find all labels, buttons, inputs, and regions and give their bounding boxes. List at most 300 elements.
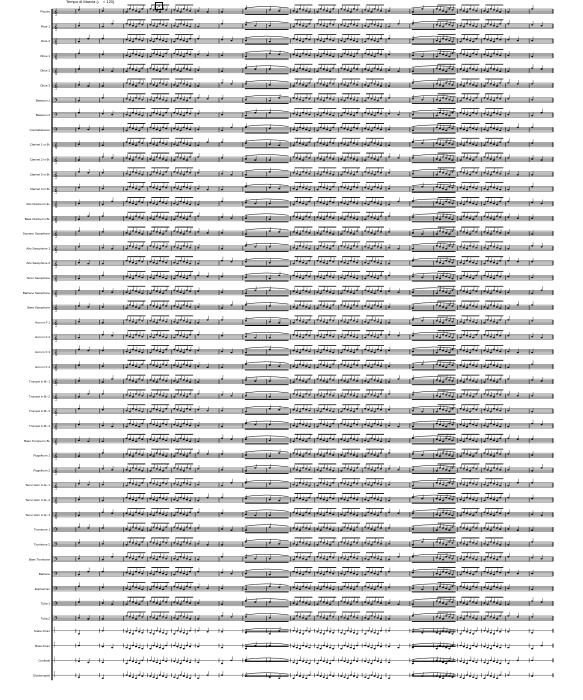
note-head [490, 304, 492, 305]
slur [245, 288, 289, 290]
note-head [141, 68, 143, 69]
note-head [490, 277, 492, 278]
note-head [483, 97, 485, 98]
note-head [221, 248, 223, 249]
note-head [541, 203, 543, 204]
note-head [221, 260, 223, 261]
note-head [221, 23, 223, 24]
note-head [326, 85, 328, 86]
note-head [367, 38, 369, 39]
note-head [183, 115, 185, 116]
note-head [296, 173, 298, 174]
note-head [353, 56, 355, 57]
note-head [176, 334, 178, 335]
note-head [180, 114, 182, 115]
note-head [507, 378, 509, 379]
note-head [370, 157, 372, 158]
note-head [380, 113, 382, 114]
note-head [332, 56, 334, 57]
note-head [159, 276, 161, 277]
note-head [135, 204, 137, 205]
note-head [320, 233, 322, 234]
note-head [299, 218, 301, 219]
staff-label: Clarinet 1 in B♭ [29, 142, 50, 147]
staff-label: Alto Clarinet in E♭ [26, 201, 50, 206]
note-head [517, 174, 519, 175]
note-head [350, 201, 352, 202]
note-head [316, 248, 318, 249]
note-head [162, 218, 164, 219]
note-head [221, 307, 223, 308]
note-head [305, 291, 307, 292]
note-head [126, 39, 128, 40]
note-head [347, 70, 349, 71]
note-head [445, 248, 447, 249]
note-head [490, 143, 492, 144]
note-head [340, 245, 342, 246]
note-head [483, 291, 485, 292]
note-head [305, 38, 307, 39]
note-head [245, 24, 247, 25]
note-head [156, 231, 158, 232]
note-head [448, 320, 450, 321]
note-head [320, 304, 322, 305]
note-head [156, 350, 158, 351]
slur [245, 51, 289, 53]
note-head [305, 129, 307, 130]
note-head [499, 260, 501, 261]
note-head [102, 129, 104, 130]
note-head [340, 8, 342, 9]
note-head [305, 382, 307, 383]
note-head [183, 379, 185, 380]
note-head [347, 350, 349, 351]
note-head [496, 38, 498, 39]
note-head [483, 156, 485, 157]
note-head [173, 380, 175, 381]
note-head [176, 366, 178, 367]
note-head [326, 54, 328, 55]
note-head [135, 247, 137, 248]
note-head [377, 187, 379, 188]
note-head [132, 203, 134, 204]
note-head [340, 68, 342, 69]
note-head [221, 335, 223, 336]
note-head [126, 292, 128, 293]
note-head [189, 54, 191, 55]
note-head [326, 263, 328, 264]
note-head [436, 56, 438, 57]
note-head [332, 218, 334, 219]
note-head [156, 156, 158, 157]
note-head [141, 158, 143, 159]
note-head [448, 304, 450, 305]
note-head [78, 290, 80, 291]
note-head [436, 186, 438, 187]
note-head [305, 204, 307, 205]
note-head [329, 232, 331, 233]
note-head [323, 349, 325, 350]
note-head [162, 83, 164, 84]
note-head [483, 129, 485, 130]
note-head [353, 202, 355, 203]
note-head [189, 156, 191, 157]
note-head [472, 278, 474, 279]
note-head [316, 319, 318, 320]
slur [412, 110, 456, 112]
note-head [162, 56, 164, 57]
note-head [397, 114, 399, 115]
note-head [469, 24, 471, 25]
note-head [490, 245, 492, 246]
note-head [305, 156, 307, 157]
note-head [475, 334, 477, 335]
note-head [183, 56, 185, 57]
note-head [293, 291, 295, 292]
note-head [156, 54, 158, 55]
note-head [436, 8, 438, 9]
note-head [472, 365, 474, 366]
note-head [269, 53, 271, 54]
note-head [531, 68, 533, 69]
note-head [159, 114, 161, 115]
note-head [451, 84, 453, 85]
note-head [159, 55, 161, 56]
note-head [507, 142, 509, 143]
note-head [156, 38, 158, 39]
note-head [159, 11, 161, 12]
staff-label: Horn in F 1 [35, 320, 50, 325]
note-head [173, 321, 175, 322]
note-head [87, 350, 89, 351]
note-head [299, 68, 301, 69]
note-head [302, 53, 304, 54]
note-head [493, 305, 495, 306]
slur [245, 21, 289, 23]
note-head [132, 278, 134, 279]
note-head [343, 230, 345, 231]
note-head [189, 216, 191, 217]
note-head [102, 334, 104, 335]
note-head [460, 41, 462, 42]
note-head [436, 202, 438, 203]
note-head [87, 216, 89, 217]
note-head [156, 247, 158, 248]
note-head [460, 100, 462, 101]
note-head [326, 188, 328, 189]
note-head [469, 320, 471, 321]
note-head [421, 56, 423, 57]
note-head [308, 201, 310, 202]
note-head [302, 365, 304, 366]
note-head [439, 25, 441, 26]
note-head [483, 145, 485, 146]
note-head [141, 379, 143, 380]
note-head [350, 292, 352, 293]
note-head [451, 41, 453, 42]
note-head [153, 230, 155, 231]
note-head [329, 142, 331, 143]
note-head [323, 230, 325, 231]
slur [412, 125, 456, 127]
note-head [207, 55, 209, 56]
note-head [451, 69, 453, 70]
note-head [364, 171, 366, 172]
note-head [439, 219, 441, 220]
note-head [493, 262, 495, 263]
note-head [221, 378, 223, 379]
note-head [149, 320, 151, 321]
note-head [388, 306, 390, 307]
note-head [380, 188, 382, 189]
note-head [320, 277, 322, 278]
note-head [356, 159, 358, 160]
note-head [186, 171, 188, 172]
note-head [332, 233, 334, 234]
note-head [183, 320, 185, 321]
slur [412, 155, 456, 157]
note-head [340, 233, 342, 234]
note-head [323, 337, 325, 338]
note-head [364, 84, 366, 85]
note-head [463, 366, 465, 367]
note-head [165, 349, 167, 350]
note-head [356, 290, 358, 291]
note-head [326, 216, 328, 217]
note-head [180, 130, 182, 131]
note-head [132, 128, 134, 129]
note-head [165, 25, 167, 26]
note-head [493, 380, 495, 381]
note-head [245, 127, 247, 128]
note-head [138, 173, 140, 174]
note-head [323, 159, 325, 160]
note-head [451, 337, 453, 338]
note-head [343, 128, 345, 129]
note-head [138, 367, 140, 368]
note-head [183, 352, 185, 353]
note-head [499, 55, 501, 56]
note-head [493, 365, 495, 366]
note-head [159, 39, 161, 40]
note-head [541, 246, 543, 247]
note-head [138, 71, 140, 72]
note-head [156, 306, 158, 307]
note-head [221, 173, 223, 174]
note-head [499, 335, 501, 336]
note-head [308, 157, 310, 158]
note-head [445, 217, 447, 218]
note-head [483, 10, 485, 11]
note-head [353, 8, 355, 9]
note-head [531, 245, 533, 246]
note-head [377, 112, 379, 113]
note-head [180, 23, 182, 24]
note-head [460, 278, 462, 279]
note-head [180, 378, 182, 379]
note-head [370, 23, 372, 24]
note-head [367, 216, 369, 217]
note-head [129, 56, 131, 57]
note-head [442, 172, 444, 173]
note-head [183, 304, 185, 305]
note-head [367, 113, 369, 114]
note-head [496, 156, 498, 157]
note-head [332, 83, 334, 84]
note-head [173, 9, 175, 10]
slur [245, 184, 289, 186]
slur [245, 81, 289, 83]
note-head [448, 174, 450, 175]
note-head [269, 219, 271, 220]
note-head [132, 290, 134, 291]
note-head [269, 25, 271, 26]
note-head [141, 293, 143, 294]
note-head [308, 232, 310, 233]
note-head [102, 393, 104, 394]
note-head [370, 276, 372, 277]
note-head [305, 263, 307, 264]
note-head [186, 349, 188, 350]
note-head [466, 319, 468, 320]
note-head [531, 158, 533, 159]
note-head [469, 277, 471, 278]
note-head [305, 145, 307, 146]
note-head [141, 352, 143, 353]
note-head [173, 203, 175, 204]
slur [245, 317, 289, 319]
note-head [323, 246, 325, 247]
note-head [439, 112, 441, 113]
note-head [197, 382, 199, 383]
note-head [350, 217, 352, 218]
note-head [380, 70, 382, 71]
note-head [445, 351, 447, 352]
note-head [189, 85, 191, 86]
note-head [377, 230, 379, 231]
note-head [507, 114, 509, 115]
note-head [439, 53, 441, 54]
note-head [176, 247, 178, 248]
note-head [442, 204, 444, 205]
note-head [138, 260, 140, 261]
note-head [329, 173, 331, 174]
note-head [472, 219, 474, 220]
note-head [197, 263, 199, 264]
note-head [302, 278, 304, 279]
note-head [499, 217, 501, 218]
note-head [388, 231, 390, 232]
note-head [493, 171, 495, 172]
note-head [347, 26, 349, 27]
note-head [343, 203, 345, 204]
note-head [329, 23, 331, 24]
note-head [332, 8, 334, 9]
note-head [326, 350, 328, 351]
note-head [448, 40, 450, 41]
note-head [180, 82, 182, 83]
staff-label: Clarinet 3 in B♭ [29, 172, 50, 177]
note-head [221, 319, 223, 320]
note-head [356, 349, 358, 350]
note-head [132, 84, 134, 85]
note-head [132, 100, 134, 101]
note-head [347, 382, 349, 383]
note-head [463, 334, 465, 335]
note-head [469, 379, 471, 380]
note-head [377, 84, 379, 85]
note-head [245, 40, 247, 41]
note-head [173, 246, 175, 247]
note-head [350, 260, 352, 261]
note-head [102, 38, 104, 39]
note-head [475, 306, 477, 307]
note-head [316, 307, 318, 308]
note-head [507, 11, 509, 12]
note-head [377, 159, 379, 160]
note-head [460, 53, 462, 54]
note-head [269, 246, 271, 247]
note-head [78, 112, 80, 113]
note-head [370, 351, 372, 352]
note-head [442, 70, 444, 71]
note-head [531, 24, 533, 25]
note-head [448, 293, 450, 294]
note-head [469, 364, 471, 365]
note-head [499, 307, 501, 308]
note-head [323, 187, 325, 188]
note-head [305, 188, 307, 189]
note-head [165, 219, 167, 220]
note-head [388, 113, 390, 114]
note-head [469, 115, 471, 116]
note-head [221, 130, 223, 131]
note-head [129, 68, 131, 69]
note-head [269, 187, 271, 188]
note-head [364, 305, 366, 306]
note-head [487, 189, 489, 190]
slur [412, 288, 456, 290]
note-head [138, 351, 140, 352]
slur [412, 229, 456, 231]
note-head [421, 8, 423, 9]
note-head [374, 245, 376, 246]
note-head [165, 203, 167, 204]
note-head [269, 84, 271, 85]
note-head [159, 378, 161, 379]
clef-icon: 𝄢 [54, 113, 58, 120]
note-head [469, 40, 471, 41]
note-head [364, 144, 366, 145]
note-head [293, 113, 295, 114]
note-head [132, 112, 134, 113]
note-head [135, 291, 137, 292]
note-head [129, 261, 131, 262]
note-head [353, 352, 355, 353]
note-head [469, 8, 471, 9]
note-head [436, 336, 438, 337]
note-head [487, 307, 489, 308]
note-head [517, 127, 519, 128]
note-head [329, 367, 331, 368]
note-head [448, 83, 450, 84]
note-head [466, 307, 468, 308]
note-head [78, 278, 80, 279]
note-head [320, 158, 322, 159]
note-head [448, 24, 450, 25]
staff-label: Clarinet 2 in B♭ [29, 157, 50, 162]
note-head [487, 114, 489, 115]
